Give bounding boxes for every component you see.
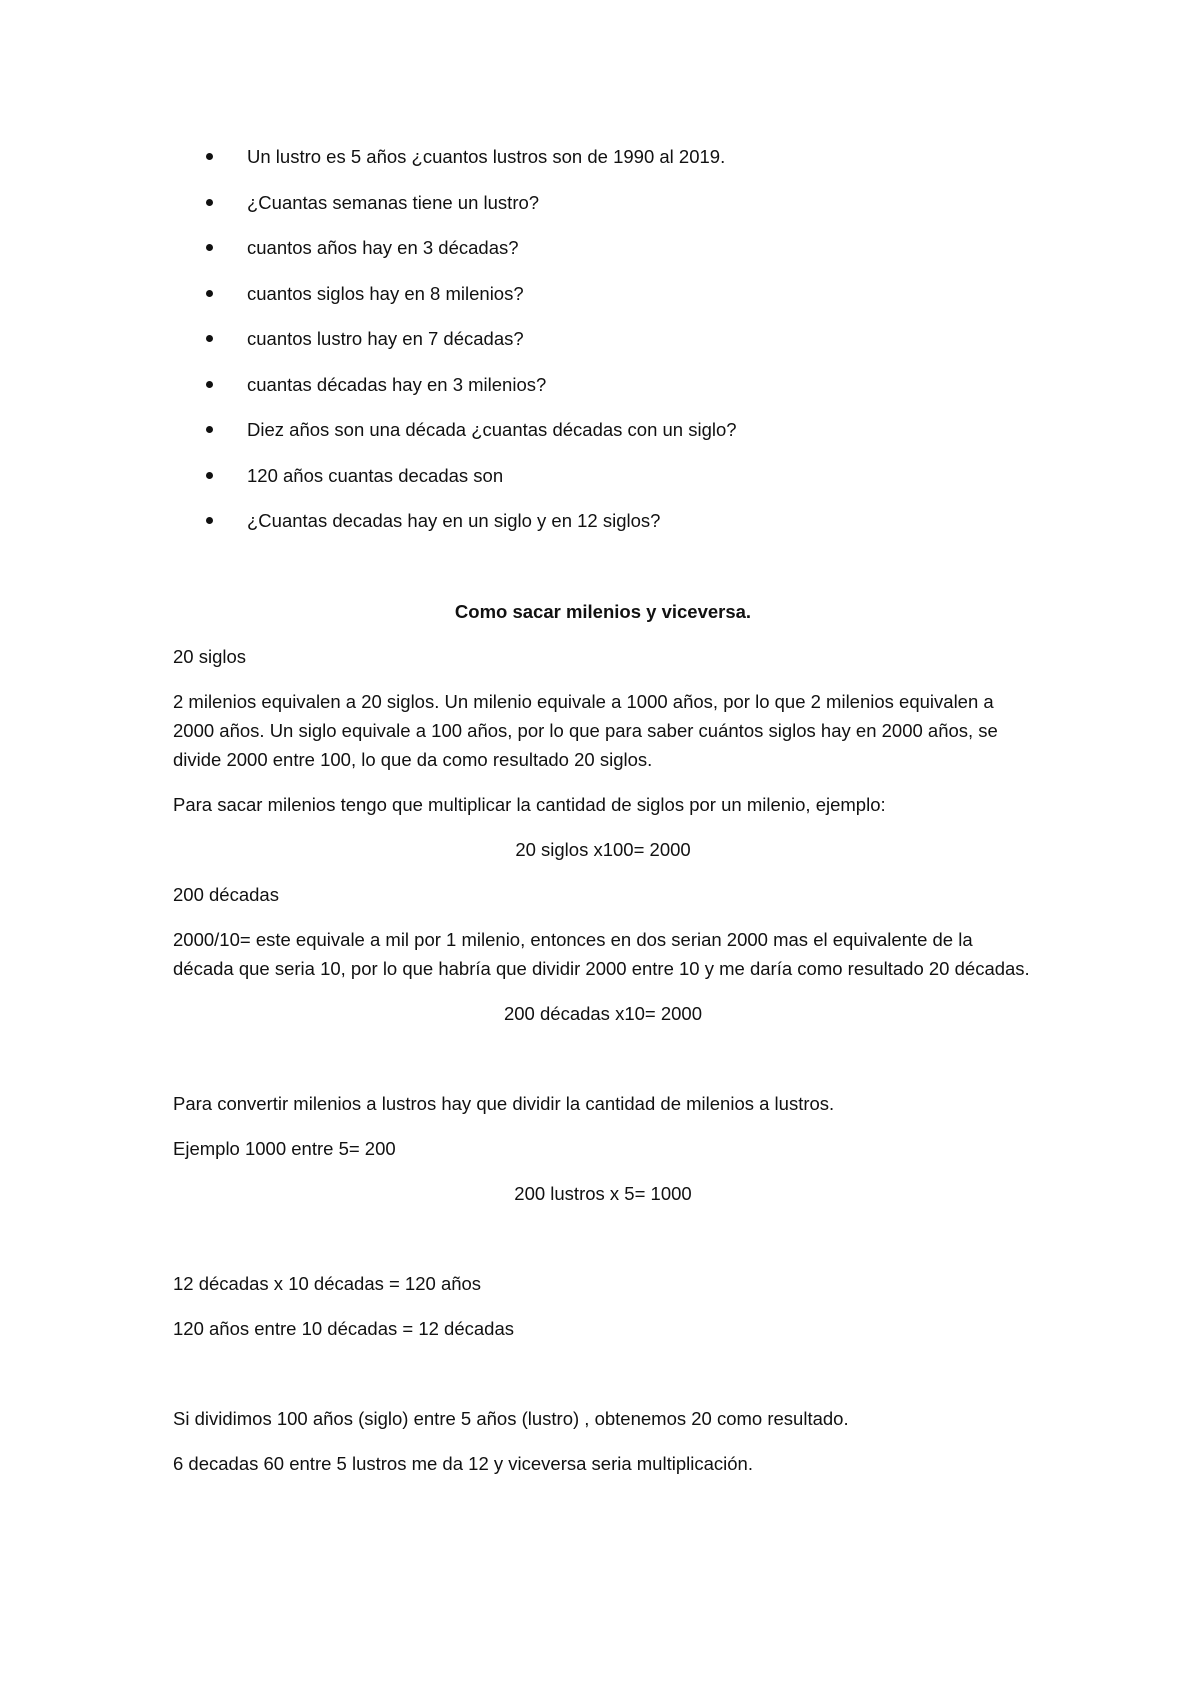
paragraph-siglos-label: 20 siglos — [173, 646, 247, 667]
spacer — [173, 1359, 1033, 1404]
paragraph-milenios-explanation: 2 milenios equivalen a 20 siglos. Un milenio equivale a 1000 años, por lo que 2 milenios equivalen a 2000 años. Un siglo equivale a 100 años, por lo que para saber cuántos siglos hay en 2000 años, se divide 2000 entre 100, lo que da como resultado 20 siglos. — [173, 691, 998, 770]
list-item — [173, 279, 1033, 308]
bullet-icon — [206, 244, 213, 251]
bullet-icon — [206, 290, 213, 297]
document-body — [173, 142, 1033, 1494]
equation-siglos: 20 siglos x100= 2000 — [515, 839, 691, 860]
question-text: cuantas décadas hay en 3 milenios? — [247, 373, 547, 395]
paragraph-decadas-explanation: 2000/10= este equivale a mil por 1 milenio, entonces en dos serian 2000 mas el equivalente de la década que seria 10, por lo que habría que dividir 2000 entre 10 y me daría como resultado 20 décadas. — [173, 929, 1030, 979]
equation-lustros: 200 lustros x 5= 1000 — [514, 1183, 692, 1204]
section-heading: Como sacar milenios y viceversa. — [454, 601, 752, 622]
paragraph-siglo-lustro: Si dividimos 100 años (siglo) entre 5 años (lustro) , obtenemos 20 como resultado. — [173, 1408, 849, 1429]
bullet-icon — [206, 381, 213, 388]
list-item — [173, 233, 1033, 262]
list-item — [173, 370, 1033, 399]
list-item — [173, 506, 1033, 535]
paragraph-lustros-rule: Para convertir milenios a lustros hay que dividir la cantidad de milenios a lustros. — [173, 1093, 835, 1114]
paragraph-decadas-label: 200 décadas — [173, 884, 279, 905]
spacer — [173, 1044, 1033, 1089]
spacer — [173, 1224, 1033, 1269]
equation-decadas: 200 décadas x10= 2000 — [503, 1003, 703, 1024]
bullet-icon — [206, 426, 213, 433]
list-item — [173, 415, 1033, 444]
question-text: Diez años son una década ¿cuantas décadas con un siglo? — [247, 419, 737, 440]
question-text: ¿Cuantas decadas hay en un siglo y en 12 siglos? — [247, 510, 661, 531]
question-text: 120 años cuantas decadas son — [247, 464, 504, 486]
bullet-icon — [206, 472, 213, 479]
bullet-icon — [206, 517, 213, 524]
list-item — [173, 461, 1033, 490]
paragraph-decadas-division: 120 años entre 10 décadas = 12 décadas — [173, 1318, 514, 1339]
question-text: cuantos años hay en 3 décadas? — [247, 237, 519, 258]
bullet-icon — [206, 153, 213, 160]
paragraph-decadas-multiplication: 12 décadas x 10 décadas = 120 años — [173, 1273, 482, 1294]
bullet-icon — [206, 335, 213, 342]
paragraph-milenios-rule: Para sacar milenios tengo que multiplicar la cantidad de siglos por un milenio, ejemplo: — [173, 794, 886, 815]
question-text: Un lustro es 5 años ¿cuantos lustros son de 1990 al 2019. — [247, 146, 726, 167]
paragraph-decadas-lustros: 6 decadas 60 entre 5 lustros me da 12 y viceversa seria multiplicación. — [173, 1453, 753, 1474]
question-text: cuantos siglos hay en 8 milenios? — [247, 282, 524, 304]
bullet-icon — [206, 199, 213, 206]
paragraph-lustros-example: Ejemplo 1000 entre 5= 200 — [173, 1138, 396, 1159]
list-item — [173, 188, 1033, 217]
question-list — [173, 142, 1033, 535]
list-item — [173, 324, 1033, 353]
question-text: cuantos lustro hay en 7 décadas? — [247, 328, 524, 349]
question-text: ¿Cuantas semanas tiene un lustro? — [247, 191, 540, 213]
list-item — [173, 142, 1033, 171]
